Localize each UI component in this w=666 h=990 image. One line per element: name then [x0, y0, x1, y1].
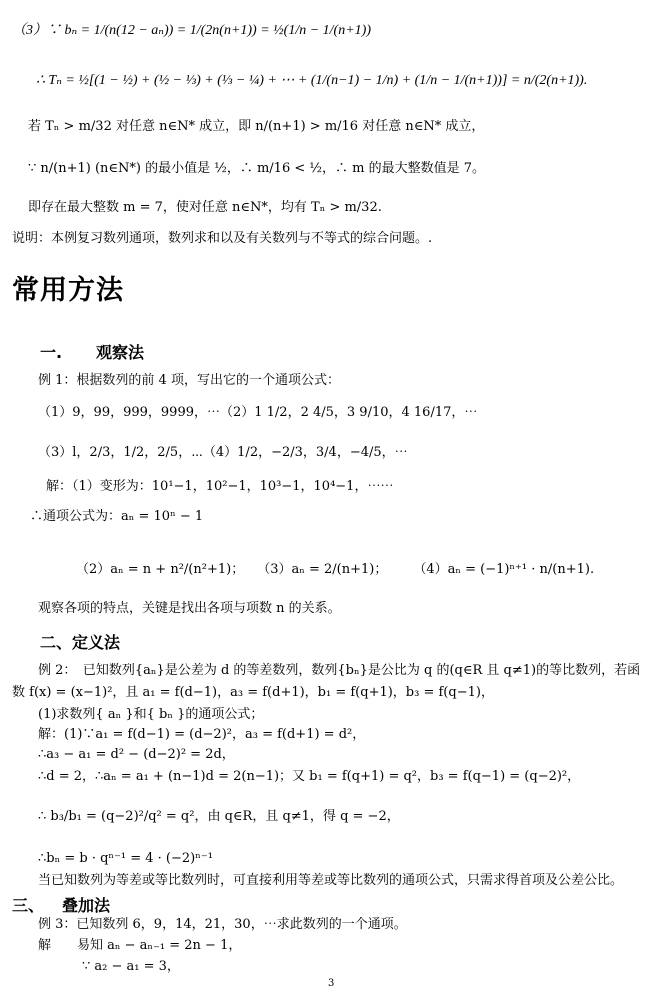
- example-1-general-term: ∴通项公式为：aₙ = 10ⁿ − 1: [30, 509, 204, 524]
- example-3-solution-1: 解 易知 aₙ − aₙ₋₁ = 2n − 1，: [38, 938, 242, 953]
- example-1-solution-1: 解：（1）变形为：10¹−1，10²−1，10³−1，10⁴−1，⋯⋯: [46, 479, 394, 494]
- solution-line-condition: 若 Tₙ > m/32 对任意 n∈N* 成立，即 n/(n+1) > m/16 对任意 n∈N* 成立，: [28, 119, 485, 134]
- example-2-remark: 当已知数列为等差或等比数列时，可直接利用等差或等比数列的通项公式，只需求得首项及公差公比。: [38, 873, 624, 888]
- section-2-title: 二、定义法: [40, 633, 121, 652]
- example-1-sequences-1-2: （1）9，99，999，9999，⋯（2）1 1/2，2 4/5，3 9/10，4 16/17，⋯: [38, 405, 478, 420]
- page-heading-methods: 常用方法: [12, 275, 124, 306]
- example-2-solution-3: ∴d = 2，∴aₙ = a₁ + (n−1)d = 2(n−1)；又 b₁ = f(q+1) = q²，b₃ = f(q−1) = (q−2)²，: [38, 769, 581, 784]
- example-2-statement-1: 例 2： 已知数列{aₙ}是公差为 d 的等差数列，数列{bₙ}是公比为 q 的(q∈R 且 q≠1)的等比数列，若函: [38, 663, 641, 678]
- example-1-answers-2-4: （2）aₙ = n + n²/(n²+1)； （3）aₙ = 2/(n+1)； （4）aₙ = (−1)ⁿ⁺¹ · n/(n+1).: [76, 562, 595, 577]
- section-3-title: 叠加法: [62, 896, 111, 915]
- solution-line-tn: ∴ Tₙ = ½[(1 − ½) + (½ − ⅓) + (⅓ − ¼) + ⋯ + (1/(n−1) − 1/n) + (1/n − 1/(n+1))] = n/(2(n+1)).: [36, 73, 588, 88]
- solution-note: 说明：本例复习数列通项，数列求和以及有关数列与不等式的综合问题。.: [12, 231, 433, 246]
- section-3-number: 三、: [12, 896, 45, 915]
- example-2-solution-4: ∴ b₃/b₁ = (q−2)²/q² = q²，由 q∈R，且 q≠1，得 q = −2，: [38, 809, 400, 824]
- example-1-sequences-3-4: （3）l，2/3，1/2，2/5，⋯（4）1/2，−2/3，3/4，−4/5，⋯: [38, 445, 408, 460]
- example-3-statement: 例 3：已知数列 6，9，14，21，30，⋯求此数列的一个通项。: [38, 917, 407, 932]
- solution-line-conclusion: 即存在最大整数 m = 7，使对任意 n∈N*，均有 Tₙ > m/32.: [28, 200, 382, 215]
- solution-line-bn: （3）∵ bₙ = 1/(n(12 − aₙ)) = 1/(2n(n+1)) = ½(1/n − 1/(n+1)): [12, 23, 371, 38]
- example-3-solution-2: ∵ a₂ − a₁ = 3，: [82, 959, 180, 974]
- example-2-solution-2: ∴a₃ − a₁ = d² − (d−2)² = 2d，: [38, 747, 235, 762]
- example-2-solution-1: 解：(1)∵a₁ = f(d−1) = (d−2)²，a₃ = f(d+1) = d²，: [38, 727, 366, 742]
- example-2-question: (1)求数列{ aₙ }和{ bₙ }的通项公式；: [38, 707, 264, 722]
- example-2-statement-2: 数 f(x) = (x−1)²，且 a₁ = f(d−1)，a₃ = f(d+1)，b₁ = f(q+1)，b₃ = f(q−1)，: [12, 685, 494, 700]
- example-2-solution-5: ∴bₙ = b · qⁿ⁻¹ = 4 · (−2)ⁿ⁻¹: [38, 851, 213, 866]
- example-1-remark: 观察各项的特点，关键是找出各项与项数 n 的关系。: [38, 601, 341, 616]
- section-1-title: 观察法: [96, 343, 145, 362]
- solution-line-minimum: ∵ n/(n+1) (n∈N*) 的最小值是 ½，∴ m/16 < ½，∴ m 的最大整数值是 7。: [28, 161, 485, 176]
- page-number: 3: [328, 978, 335, 989]
- section-1-number: 一.: [40, 343, 63, 362]
- example-1-statement: 例 1：根据数列的前 4 项，写出它的一个通项公式：: [38, 373, 340, 388]
